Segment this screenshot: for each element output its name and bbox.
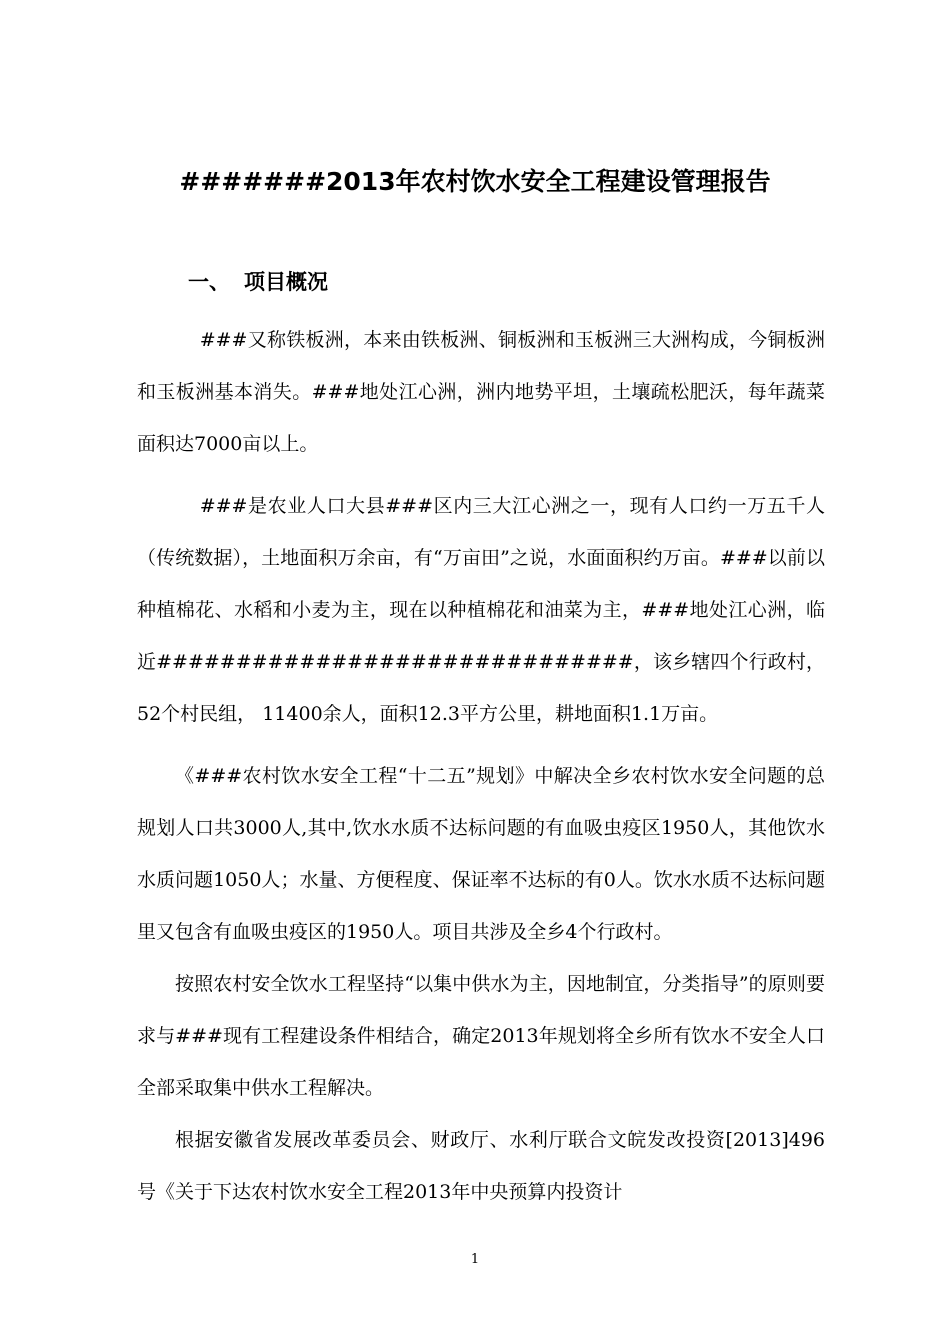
page-number: 1 <box>470 1252 480 1267</box>
section-heading <box>188 262 328 302</box>
paragraph-island-overview: ###又称铁板洲，本来由铁板洲、铜板洲和玉板洲三大洲构成，今铜板洲和玉板洲基本消失。###地处江心洲，洲内地势平坦，土壤疏松肥沃，每年蔬菜面积达7000亩以上。 <box>137 329 825 455</box>
paragraph-population-land: ###是农业人口大县###区内三大江心洲之一，现有人口约一万五千人（传统数据），土地面积万余亩，有“万亩田”之说，水面面积约万亩。###以前以种植棉花、水稻和小麦为主，现在以种植棉花和油菜为主，###地处江心洲，临近##############################，该乡辖四个行政村，52个村民组， 11400余人，面积12.3平方公里，耕地面积1.1万亩。 <box>137 495 825 725</box>
section-heading-text: 项目概况 <box>244 270 328 294</box>
paragraph-funding: 根据安徽省发展改革委员会、财政厅、水利厅联合文皖发改投资[2013]496号《关于下达农村饮水安全工程2013年中央预算内投资计 <box>137 1129 825 1203</box>
paragraph-planning: 《###农村饮水安全工程“十二五”规划》中解决全乡农村饮水安全问题的总规划人口共3000人,其中,饮水水质不达标问题的有血吸虫疫区1950人，其他饮水水质问题1050人；水量、方便程度、保证率不达标的有0人。饮水水质不达标问题里又包含有血吸虫疫区的1950人。项目共涉及全乡4个行政村。 <box>137 765 825 943</box>
document-body <box>137 314 825 1218</box>
document-title: #######2013年农村饮水安全工程建设管理报告 <box>179 167 771 196</box>
paragraph-principles: 按照农村安全饮水工程坚持“以集中供水为主，因地制宜，分类指导”的原则要求与###现有工程建设条件相结合，确定2013年规划将全乡所有饮水不安全人口全部采取集中供水工程解决。 <box>137 973 825 1099</box>
section-number: 一、 <box>188 270 230 294</box>
